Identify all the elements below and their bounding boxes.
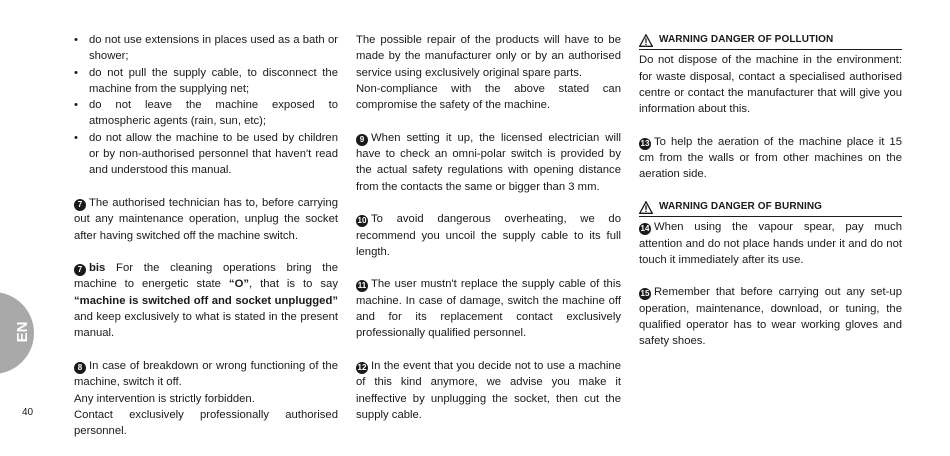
safety-bullet-list bbox=[74, 32, 338, 179]
page-number: 40 bbox=[22, 407, 34, 418]
paragraph-9 bbox=[356, 130, 621, 195]
paragraph-text: The possible repair of the products will have to be made by the manufacturer only or by an authorised service using exclusively original spare parts. bbox=[356, 34, 621, 79]
paragraph-7 bbox=[74, 195, 338, 244]
number-badge-15: 15 bbox=[640, 289, 650, 299]
paragraph-7-text: The authorised technician has to, before carrying out any maintenance operation, unplug the socket after having switched off the machine switch. bbox=[74, 196, 338, 242]
number-badge-14: 14 bbox=[640, 224, 650, 234]
paragraph-text: The user mustn't replace the supply cable of this machine. In case of damage, switch the machine off and for its replacement contact exclusively professionally qualified personnel. bbox=[356, 278, 621, 340]
number-badge-13: 13 bbox=[640, 138, 650, 148]
list-item: • do not leave the machine exposed to atmospheric agents (rain, sun, etc); bbox=[74, 97, 338, 130]
warning-heading bbox=[639, 32, 902, 50]
paragraph-15 bbox=[639, 284, 902, 349]
warning-triangle-icon bbox=[639, 201, 653, 214]
number-badge-7: 7 bbox=[74, 264, 86, 276]
paragraph-14 bbox=[639, 219, 902, 268]
number-badge-10: 10 bbox=[357, 216, 367, 226]
paragraph-text: To avoid dangerous overheating, we do recommend you uncoil the supply cable to its full length. bbox=[356, 213, 621, 258]
paragraph-13 bbox=[639, 134, 902, 183]
column-left bbox=[74, 32, 338, 456]
number-badge-7: 7 bbox=[74, 199, 86, 211]
paragraph-text: Do not dispose of the machine in the environment: for waste disposal, contact a specialised authorised centre or contact the manufacturer that will give you information about this. bbox=[639, 54, 902, 116]
paragraph-text: In case of breakdown or wrong functioning of the machine, switch it off. bbox=[74, 359, 338, 389]
number-badge-11: 11 bbox=[357, 281, 367, 291]
paragraph-text: In the event that you decide not to use a machine of this kind anymore, we advise you make it ineffective by unplugging the socket, then cut the supply cable. bbox=[356, 359, 621, 421]
paragraph-text: Contact exclusively professionally authorised personnel. bbox=[74, 408, 338, 438]
paragraph-text: To help the aeration of the machine place it 15 cm from the walls or from other machines on the aeration side. bbox=[639, 135, 902, 181]
paragraph-11 bbox=[356, 276, 621, 341]
bold-text: “machine is switched off and socket unplugged” bbox=[74, 294, 338, 307]
bold-text: “O” bbox=[228, 278, 250, 291]
paragraph-text: Non-compliance with the above stated can compromise the safety of the machine. bbox=[356, 82, 621, 112]
list-item: • do not allow the machine to be used by children or by non-authorised personnel that haven't read and understood this manual. bbox=[74, 130, 338, 179]
warning-pollution bbox=[639, 32, 902, 117]
paragraph-text: For the cleaning operations bring the machine to energetic state bbox=[74, 262, 338, 291]
paragraph-text: Remember that before carrying out any set-up operation, maintenance, download, or tuning, the qualified operator has to wear working gloves and safety shoes. bbox=[639, 286, 902, 348]
paragraph-text: , that is to say bbox=[249, 278, 338, 291]
number-badge-8: 8 bbox=[74, 362, 86, 374]
warning-heading bbox=[639, 199, 902, 217]
paragraph-intro bbox=[356, 32, 621, 113]
paragraph-10 bbox=[356, 211, 621, 260]
paragraph-text: and keep exclusively to what is stated in the present manual. bbox=[74, 311, 338, 340]
language-tab-label: EN bbox=[13, 321, 31, 343]
paragraph-8 bbox=[74, 358, 338, 439]
paragraph-12 bbox=[356, 358, 621, 423]
warning-title: WARNING DANGER OF BURNING bbox=[659, 200, 823, 212]
column-right bbox=[639, 32, 902, 366]
warning-triangle-icon bbox=[639, 34, 653, 47]
paragraph-text: When using the vapour spear, pay much attention and do not place hands under it and do not touch it immediately after its use. bbox=[639, 221, 902, 266]
paragraph-text: Any intervention is strictly forbidden. bbox=[74, 392, 255, 405]
warning-burning bbox=[639, 199, 902, 217]
warning-title: WARNING DANGER OF POLLUTION bbox=[659, 34, 834, 45]
paragraph-text: When setting it up, the licensed electrician will have to check an omni-polar switch is provided by the actual safety regulations with opening distance from the contacts the same or bigger than 3 mm. bbox=[356, 131, 621, 193]
number-badge-9: 9 bbox=[356, 134, 368, 146]
paragraph-7bis bbox=[74, 260, 338, 341]
list-item: • do not use extensions in places used as a bath or shower; bbox=[74, 32, 338, 65]
list-item: • do not pull the supply cable, to disconnect the machine from the supplying net; bbox=[74, 65, 338, 98]
bis-label: bis bbox=[89, 262, 106, 275]
column-middle bbox=[356, 32, 621, 439]
number-badge-12: 12 bbox=[357, 362, 367, 372]
